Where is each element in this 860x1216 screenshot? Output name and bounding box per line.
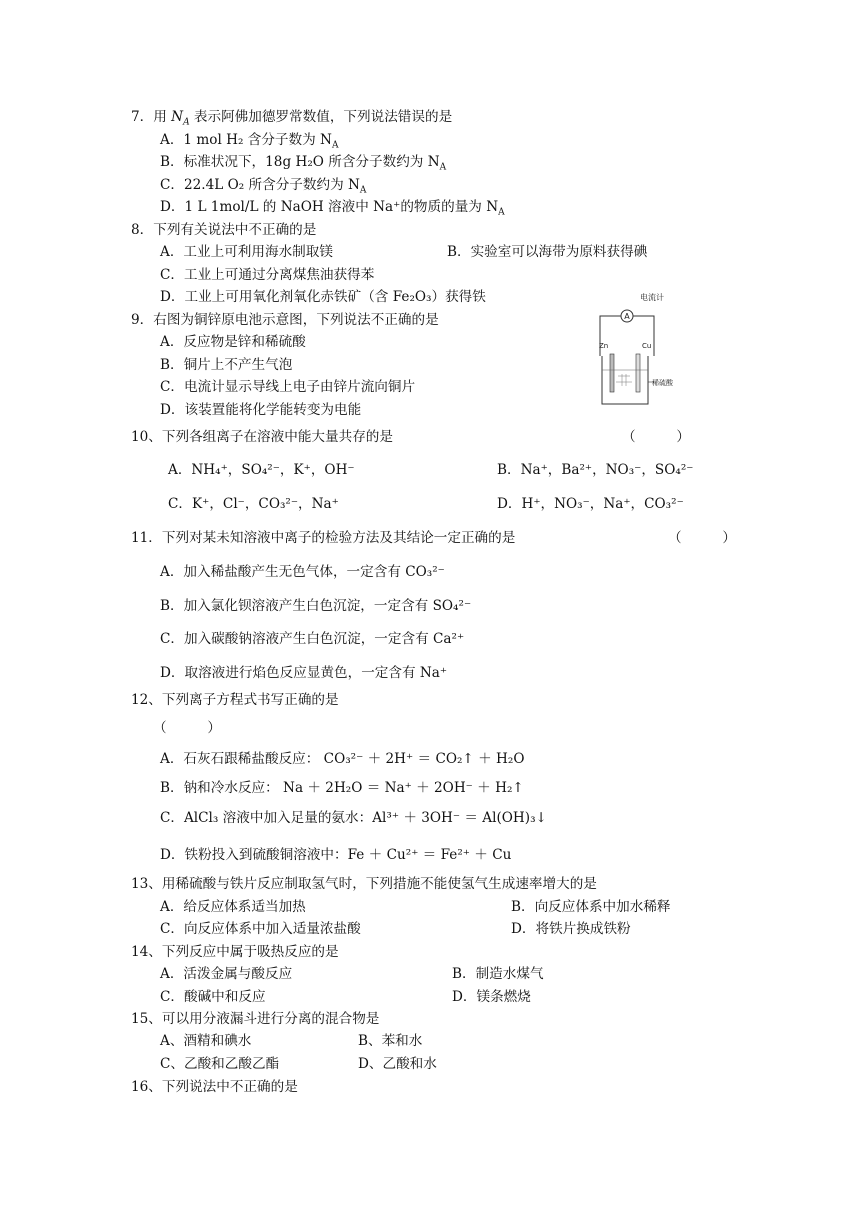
q7-option-b-sub: A: [439, 162, 447, 173]
q7-option-a-text: A．1 mol H₂ 含分子数为 N: [160, 132, 332, 148]
q12-option-a: A．石灰石跟稀盐酸反应： CO₃²⁻ ＋ 2H⁺ ＝ CO₂↑ ＋ H₂O: [160, 751, 525, 767]
beaker: [602, 356, 648, 404]
q12-answer-paren: （ ）: [153, 720, 221, 736]
q9-option-d: D．该装置能将化学能转变为电能: [160, 402, 362, 418]
copper-electrode: [636, 354, 640, 392]
q10-option-d: D．H⁺，NO₃⁻，Na⁺，CO₃²⁻: [497, 496, 684, 512]
q14-option-a: A．活泼金属与酸反应: [160, 966, 293, 982]
q14-option-b: B．制造水煤气: [452, 966, 544, 982]
q10-stem: 10、下列各组离子在溶液中能大量共存的是: [131, 429, 393, 445]
q15-stem: 15、可以用分液漏斗进行分离的混合物是: [131, 1011, 380, 1027]
q9-option-b: B．铜片上不产生气泡: [160, 357, 293, 373]
q15-option-d: D、乙酸和水: [358, 1056, 437, 1072]
q11-option-c: C．加入碳酸钠溶液产生白色沉淀，一定含有 Ca²⁺: [160, 631, 465, 647]
q7-option-c-text: C．22.4L O₂ 所含分子数约为 N: [160, 177, 360, 193]
q8-option-c: C．工业上可通过分离煤焦油获得苯: [160, 267, 375, 283]
q11-option-a: A．加入稀盐酸产生无色气体，一定含有 CO₃²⁻: [160, 564, 445, 580]
q7-option-b-text: B．标准状况下，18g H₂O 所含分子数约为 N: [160, 154, 440, 170]
q9-option-c: C．电流计显示导线上电子由锌片流向铜片: [160, 379, 416, 395]
wire-left: [600, 316, 621, 356]
q7-stem-suffix: 表示阿佛加德罗常数值，下列说法错误的是: [189, 109, 453, 125]
q13-option-d: D．将铁片换成铁粉: [511, 921, 631, 937]
q12-option-c: C．AlCl₃ 溶液中加入足量的氨水：Al³⁺ ＋ 3OH⁻ ＝ Al(OH)₃↓: [160, 810, 547, 826]
q14-stem: 14、下列反应中属于吸热反应的是: [131, 944, 339, 960]
q8-option-b: B．实验室可以海带为原料获得碘: [447, 244, 648, 260]
q13-option-c: C．向反应体系中加入适量浓盐酸: [160, 921, 361, 937]
q13-option-b: B．向反应体系中加水稀释: [511, 899, 671, 915]
q12-stem: 12、下列离子方程式书写正确的是: [131, 692, 339, 708]
galvanic-cell-figure: [596, 290, 678, 408]
q11-stem: 11．下列对某未知溶液中离子的检验方法及其结论一定正确的是: [131, 530, 516, 546]
q15-option-a: A、酒精和碘水: [160, 1033, 252, 1049]
ammeter-symbol: A: [624, 312, 630, 321]
q10-option-b: B．Na⁺，Ba²⁺，NO₃⁻，SO₄²⁻: [497, 462, 694, 478]
q7-option-d: [160, 198, 505, 216]
wire-right: [633, 316, 654, 356]
q7-option-d-sub: A: [498, 207, 505, 218]
zinc-electrode: [610, 354, 614, 392]
q16-stem: 16、下列说法中不正确的是: [131, 1079, 298, 1095]
q8-option-a: A．工业上可利用海水制取镁: [160, 244, 333, 260]
ammeter-label: 电流计: [640, 293, 664, 302]
q15-option-c: C、乙酸和乙酸乙酯: [160, 1056, 280, 1072]
q11-option-d: D．取溶液进行焰色反应显黄色，一定含有 Na⁺: [160, 665, 448, 681]
q15-option-b: B、苯和水: [358, 1033, 423, 1049]
q10-option-a: A．NH₄⁺，SO₄²⁻，K⁺，OH⁻: [168, 462, 355, 478]
q13-stem: 13、用稀硫酸与铁片反应制取氢气时，下列措施不能使氢气生成速率增大的是: [131, 876, 597, 892]
q14-option-c: C．酸碱中和反应: [160, 989, 266, 1005]
q8-option-d: D．工业上可用氧化剂氧化赤铁矿（含 Fe₂O₃）获得铁: [160, 289, 486, 305]
q14-option-d: D．镁条燃烧: [452, 989, 531, 1005]
q7-stem-na: N: [171, 109, 184, 125]
q9-stem: 9．右图为铜锌原电池示意图，下列说法不正确的是: [131, 312, 439, 328]
q7-stem: [131, 108, 452, 126]
q7-option-d-text: D．1 L 1mol/L 的 NaOH 溶液中 Na⁺的物质的量为 N: [160, 199, 499, 215]
q12-option-b: B．钠和冷水反应： Na ＋ 2H₂O ＝ Na⁺ ＋ 2OH⁻ ＋ H₂↑: [160, 780, 524, 796]
q7-option-a-sub: A: [331, 140, 339, 151]
q11-option-b: B．加入氯化钡溶液产生白色沉淀，一定含有 SO₄²⁻: [160, 598, 472, 614]
q10-option-c: C．K⁺，Cl⁻，CO₃²⁻，Na⁺: [168, 496, 339, 512]
q7-option-c-sub: A: [359, 185, 367, 196]
q9-option-a: A．反应物是锌和稀硫酸: [160, 334, 306, 350]
q12-option-d: D．铁粉投入到硫酸铜溶液中：Fe ＋ Cu²⁺ ＝ Fe²⁺ ＋ Cu: [160, 847, 512, 863]
solution-label: 稀硫酸: [652, 379, 673, 387]
q10-answer-paren: （ ）: [622, 429, 690, 445]
q7-option-c: [160, 176, 366, 194]
cu-label: Cu: [642, 342, 652, 350]
q7-option-b: [160, 153, 446, 171]
q7-option-a: [160, 131, 338, 149]
q13-option-a: A．给反应体系适当加热: [160, 899, 306, 915]
zn-label: Zn: [599, 342, 609, 350]
q11-answer-paren: （ ）: [668, 530, 736, 546]
q7-stem-na-sub: A: [183, 117, 190, 128]
q8-stem: 8．下列有关说法中不正确的是: [131, 222, 317, 238]
q7-stem-prefix: 7．用: [131, 109, 172, 125]
